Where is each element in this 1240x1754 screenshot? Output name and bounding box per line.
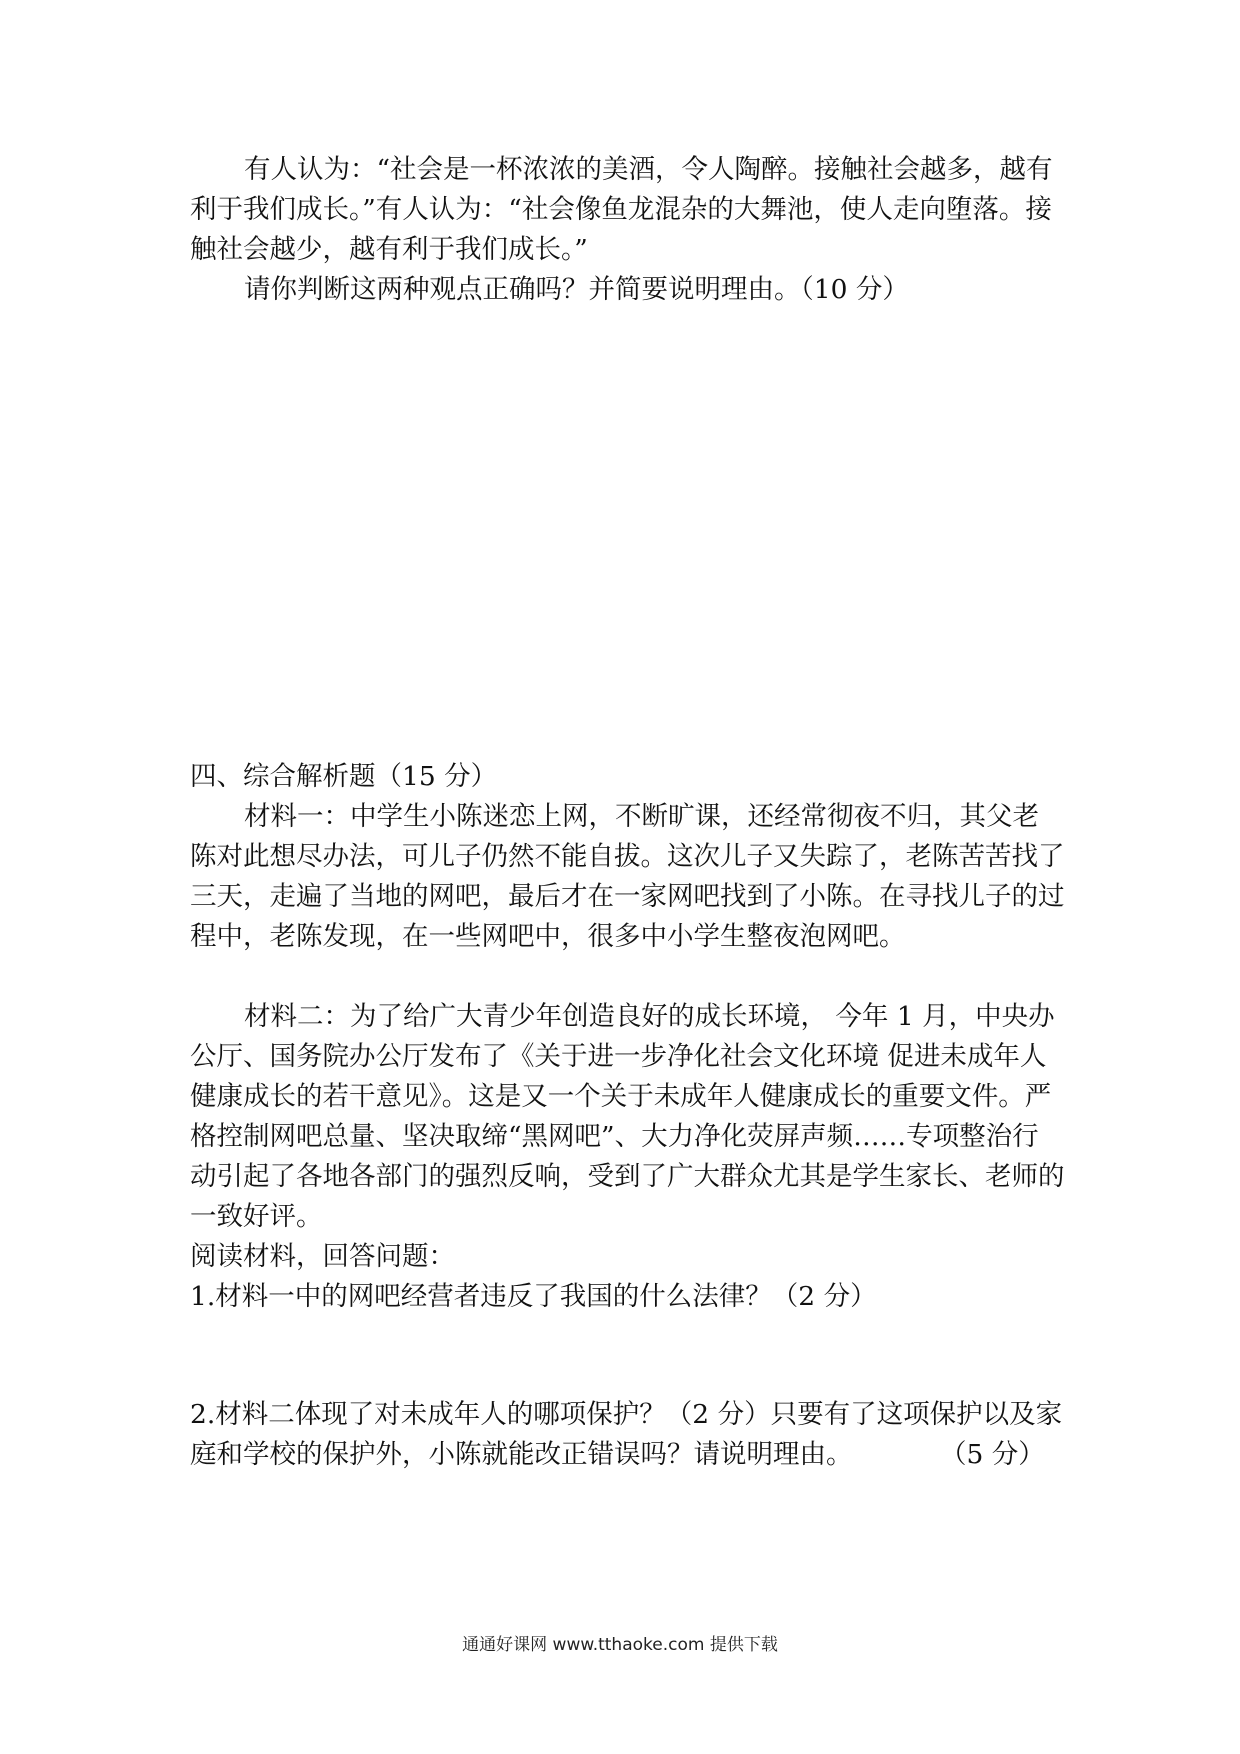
material1-text: 材料一：中学生小陈迷恋上网，不断旷课，还经常彻夜不归，其父老陈对此想尽办法，可儿子仍然不能自拔。这次儿子又失踪了，老陈苦苦找了三天，走遍了当地的网吧，最后才在一家网吧找到了小陈。在寻找儿子的过程中，老陈发现，在一些网吧中，很多中小学生整夜泡网吧。 xyxy=(190,801,1065,952)
question3-prompt: 请你判断这两种观点正确吗？并简要说明理由。（10 分） xyxy=(244,274,909,305)
reading-instruction: 阅读材料，回答问题： xyxy=(190,1241,455,1272)
section4-heading: 四、综合解析题（15 分） xyxy=(190,761,498,792)
footer-credit: 通通好课网 www.tthaoke.com 提供下载 xyxy=(462,1635,778,1655)
question-1: 1.材料一中的网吧经营者违反了我国的什么法律？（2 分） xyxy=(190,1281,877,1312)
question3-intro: 有人认为：“社会是一杯浓浓的美酒，令人陶醉。接触社会越多，越有利于我们成长。”有人认为：“社会像鱼龙混杂的大舞池，使人走向堕落。接触社会越少，越有利于我们成长。” xyxy=(190,154,1053,265)
material2-text: 材料二：为了给广大青少年创造良好的成长环境， 今年 1 月，中央办公厅、国务院办公厅发布了《关于进一步净化社会文化环境 促进未成年人健康成长的若干意见》。这是又一个关于未成年人健康成长的重要文件。严格控制网吧总量、坚决取缔“黑网吧”、大力净化荧屏声频……专项整治行动引起了各地各部门的强烈反响，受到了广大群众尤其是学生家长、老师的一致好评。 xyxy=(190,1001,1065,1232)
question-2-score: （5 分） xyxy=(940,1439,1045,1470)
question-2: 2.材料二体现了对未成年人的哪项保护？（2 分）只要有了这项保护以及家庭和学校的保护外，小陈就能改正错误吗？请说明理由。 xyxy=(190,1399,1063,1470)
